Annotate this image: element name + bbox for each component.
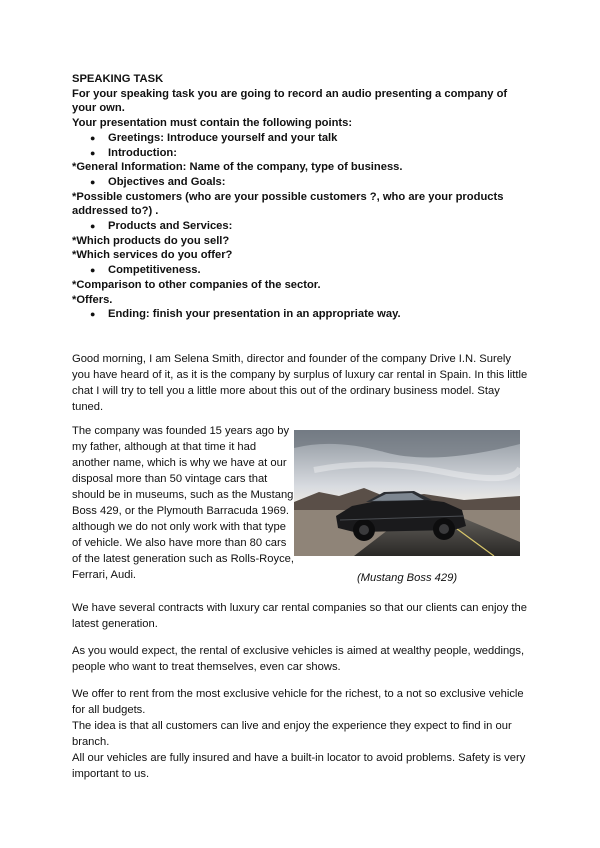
- bullet-text: Ending: finish your presentation in an appropriate way.: [108, 308, 401, 321]
- paragraph-customers: As you would expect, the rental of exclusive vehicles is aimed at wealthy people, weddings, people who want to treat themselves, even car shows.: [72, 645, 525, 673]
- task-bullet-point: [72, 131, 532, 146]
- task-sub-point: *Which services do you offer?: [72, 249, 233, 262]
- task-bullet-point: [72, 146, 532, 161]
- task-intro: For your speaking task you are going to record an audio presenting a company of your own.: [72, 87, 508, 115]
- bullet-icon: ●: [90, 176, 96, 187]
- car-photo: [294, 430, 520, 556]
- task-sub-point: *Comparison to other companies of the sector.: [72, 278, 321, 291]
- paragraph-greeting: Good morning, I am Selena Smith, director and founder of the company Drive I.N. Surely you have heard of it, as it is the company by surplus of luxury car rental in Spain. In this little chat I will try to tell you a little more about this out of the ordinary business model. Stay tuned.: [72, 353, 528, 413]
- bullet-text: Introduction:: [108, 146, 177, 159]
- task-bullet-point: [72, 175, 532, 190]
- offers-line: We offer to rent from the most exclusive vehicle for the richest, to a not so exclusive vehicle for all budgets.: [72, 688, 524, 716]
- speaking-task-block: [72, 72, 532, 322]
- paragraph-offers: [72, 686, 532, 782]
- task-sub-point: *Which products do you sell?: [72, 234, 230, 247]
- bullet-text: Products and Services:: [108, 220, 233, 233]
- task-bullet-point: [72, 219, 532, 234]
- safety-line: All our vehicles are fully insured and have a built-in locator to avoid problems. Safety is very important to us.: [72, 752, 526, 780]
- photo-caption: (Mustang Boss 429): [356, 572, 458, 584]
- bullet-text: Greetings: Introduce yourself and your talk: [108, 131, 338, 144]
- task-bullet-point: [72, 263, 532, 278]
- bullet-icon: ●: [90, 265, 96, 276]
- bullet-icon: ●: [90, 147, 96, 158]
- task-requirements: Your presentation must contain the following points:: [72, 117, 353, 130]
- bullet-icon: ●: [90, 309, 96, 320]
- paragraph-contracts: We have several contracts with luxury car rental companies so that our clients can enjoy the latest generation.: [72, 602, 527, 630]
- idea-line: The idea is that all customers can live and enjoy the experience they expect to find in our branch.: [72, 720, 512, 748]
- paragraph-company-history: The company was founded 15 years ago by my father, although at that time it had another name, which is why we have at our disposal more than 50 vintage cars that should be in museums, such as the Mustang Boss 429, or the Plymouth Barracuda 1969. although we do not only work with that type of vehicle. We also have more than 80 cars of the latest generation such as Rolls-Royce, Ferrari, Audi.: [72, 425, 295, 581]
- bullet-icon: ●: [90, 132, 96, 143]
- bullet-icon: ●: [90, 221, 96, 232]
- task-bullet-point: [72, 307, 532, 322]
- task-sub-point: *Possible customers (who are your possible customers ?, who are your products addressed to?) .: [72, 190, 504, 218]
- bullet-text: Competitiveness.: [108, 264, 201, 277]
- task-sub-point: *Offers.: [72, 293, 113, 306]
- task-sub-point: *General Information: Name of the company, type of business.: [72, 161, 403, 174]
- task-title: SPEAKING TASK: [72, 73, 164, 85]
- bullet-text: Objectives and Goals:: [108, 175, 226, 188]
- task-points-list: [72, 131, 532, 322]
